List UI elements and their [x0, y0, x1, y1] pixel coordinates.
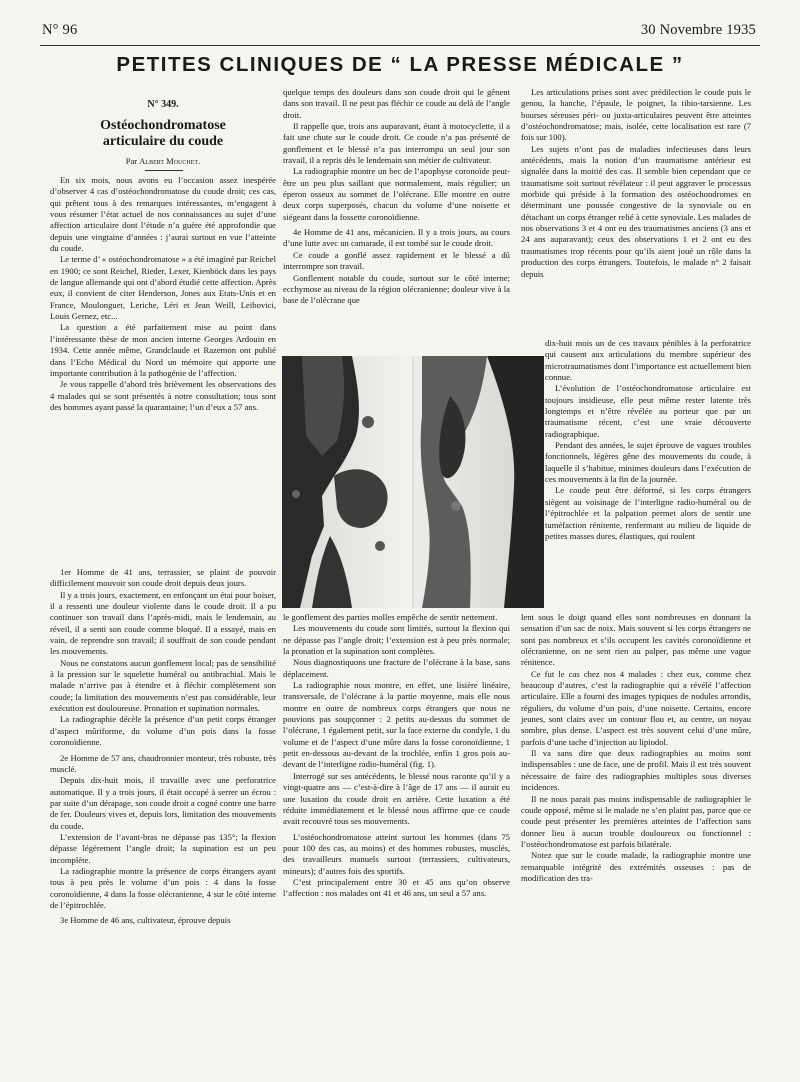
paragraph: Le coude peut être déformé, si les corps étrangers siègent au voisinage de l’interligne radio-huméral ou de l’épitrochlée et la palpation permet alors de sentir une tuméfaction rénitente, renfermant au milieu de liquide de petites masses dures, élastiques, qui roulent [545, 485, 751, 541]
paragraph: Les sujets n’ont pas de maladies infectieuses dans leurs antécédents, mais la notion d’un traumatisme antérieur est signalée dans la moitié des cas. Il semble bien cependant que ce traumatisme soit surtout révélateur : il peut aggraver le processus morbide qui préside à la formation des ostéochondromes en déterminant une poussée congestive de la synoviale ou en détachant un corps étranger relié à cette synoviale. Les malades de nos observations 3 et 4 ont eu des traumatismes anciens (3 ans et 24 ans auparavant); ceux des observations 1 et 2 ont eu des traumatismes trop récents pour qu’ils aient joué un rôle dans la production des corps étrangers. Toutefois, le malade n° 2 faisait depuis [521, 143, 751, 279]
column-1-bottom [50, 567, 276, 927]
column-2-bottom [283, 612, 510, 900]
paragraph: Notez que sur le coude malade, la radiographie montre une remarquable intégrité des extrémités osseuses : pas de modification des tra- [521, 850, 751, 883]
paragraph: La radiographie décèle la présence d’un petit corps étranger d’aspect mûriforme, du volume d’un pois dans la fosse coronoïdienne. [50, 714, 276, 748]
paragraph: Depuis dix-huit mois, il travaille avec une perforatrice automatique. Il y a trois jours, il était occupé à serrer un écrou : par suite d’un dérapage, son coude droit a cogné contre une barre de fer. Douleurs vives et, depuis lors, limitation des mouvements du coude. [50, 775, 276, 831]
paragraph: La radiographie montre un bec de l’apophyse coronoïde peut-être un peu plus saillant que normalement, mais régulier; un éperon osseux au sommet de l’olécrane. Elle montre en outre deux corps superposés, chacun du volume d’une noisette et siégeant dans la fossette coronoïdienne. [283, 166, 510, 222]
paragraph: Il va sans dire que deux radiographies au moins sont indispensables : une de face, une de profil. Mais il est très souvent nécessaire de faire des radiographies multiples sous diverses incidences. [521, 748, 751, 793]
header-rule [40, 45, 760, 46]
article-author [50, 156, 276, 166]
header-date: 30 Novembre 1935 [640, 22, 756, 38]
paragraph: En six mois, nous avons eu l’occasion assez inespérée d’observer 4 cas d’ostéochondromatose du coude droit; ces cas, qui prêtent tous à des remarques intéressantes, m’engagent à vous résumer l’état actuel de nos connaissances au sujet d’une affection articulaire dont l’étude n’a guère été approfondie que depuis une vingtaine d’années : j’aurai surtout en vue l’atteinte du coude. [50, 175, 276, 254]
paragraph: Ce coude a gonflé assez rapidement et le blessé a dû interrompre son travail. [283, 249, 510, 272]
paragraph: Gonflement notable du coude, surtout sur le côté interne; ecchymose au niveau de la région olécranienne; douleur vive à la base de l’olécrane que [283, 272, 510, 306]
xray-figure [282, 356, 544, 608]
article-title [50, 118, 276, 150]
banner-title: PETITES CLINIQUES DE “ LA PRESSE MÉDICALE ” [116, 53, 684, 76]
paragraph: 4e Homme de 41 ans, mécanicien. Il y a trois jours, au cours d’une lutte avec un camarade, il est tombé sur le coude droit. [283, 227, 510, 249]
paragraph: Le terme d’ « ostéochondromatose » a été imaginé par Reichel en 1900; ce sont Reichel, Rieder, Lexer, Kienböck dans les pays de langue allemande qui ont d’abord étudié cette affection. Après eux, il convient de citer Henderson, Jones aux Etats-Unis et en France, Moulonguet, Leriche, Léri et Jean Weill, Leibovici, Louis Gernez, etc... [50, 254, 276, 322]
author-rule [145, 170, 183, 171]
paragraph: Il ne nous parait pas moins indispensable de radiographier le coude opposé, même si le malade ne s’en plaint pas, parce que ce coude peut présenter les premières atteintes de l’affection sans donner lieu à aucun trouble douloureux ou fonctionnel : l’ostéochondromatose est parfois bilatérale. [521, 793, 751, 849]
author-name: Albert Mouchet. [139, 156, 201, 166]
paragraph: Je vous rappelle d’abord très brièvement les observations des 4 malades qui se sont présentés à notre consultation; tous sont des hommes ayant passé la quarantaine; l’un d’eux a 57 ans. [50, 379, 276, 412]
paragraph: Interrogé sur ses antécédents, le blessé nous raconte qu’il y a vingt-quatre ans — c’est-à-dire à l’âge de 17 ans — il aurait eu une luxation du coude droit en arrière. Cette luxation a été réduite immédiatement et le blessé nous affirme que ce coude avait recouvré tous ses mouvements. [283, 770, 510, 827]
paragraph: quelque temps des douleurs dans son coude droit qui le gênent dans son travail. Il ne peut pas fléchir ce coude au delà de l’angle droit. [283, 87, 510, 120]
paragraph: La question a été parfaitement mise au point dans l’intéressante thèse de mon ancien interne Georges Ardouin en 1934. Cette année même, Grandclaude et Razemon ont publié dans l’Echo Médical du Nord un mémoire qui apporte une importante contribution à la pathogénie de l’affection. [50, 322, 276, 378]
paragraph: Nous diagnostiquons une fracture de l’olécrane à la base, sans déplacement. [283, 657, 510, 679]
paragraph: 1er Homme de 41 ans, terrassier, se plaint de pouvoir difficilement mouvoir son coude droit depuis deux jours. [50, 567, 276, 589]
paragraph: Les mouvements du coude sont limités, surtout la flexion qui ne dépasse pas l’angle droit; l’extension est à peu près normale; la pronation et la supination sont complètes. [283, 623, 510, 657]
article-number: N° 349. [147, 99, 179, 110]
paragraph: L’ostéochondromatose atteint surtout les hommes (dans 75 pour 100 des cas, au moins) et des hommes robustes, musclés, des travailleurs manuels surtout (terrassiers, cultivateurs, mineurs); d’autres fois des sportifs. [283, 831, 510, 876]
paragraph: le gonflement des parties molles empêche de sentir nettement. [283, 612, 498, 622]
title-line-1: Ostéochondromatose [100, 118, 226, 133]
column-3-top [521, 87, 751, 280]
paragraph: 3e Homme de 46 ans, cultivateur, éprouve depuis [60, 915, 231, 926]
paragraph: La radiographie montre la présence de corps étrangers ayant tous à peu près le volume d’un pois : 4 dans la fosse coronoïdienne, 4 dans la fosse olécranienne, 4 sur le côté interne de l’épitrochlée. [50, 865, 276, 910]
paragraph: dix-huit mois un de ces travaux pénibles à la perforatrice qui causent aux articulations du membre supérieur des microtraumatismes dont l’importance est actuellement bien connue. [545, 338, 751, 383]
paragraph: L’extension de l’avant-bras ne dépasse pas 135°; la flexion dépasse légèrement l’angle droit; la supination est un peu incomplète. [50, 831, 276, 865]
column-2-top [283, 87, 510, 307]
paragraph: Les articulations prises sont avec prédilection le coude puis le genou, la hanche, l’épaule, le poignet, la tibio-tarsienne. Les bourses séreuses péri- ou juxta-articulaires peuvent être atteintes d’ostéochondromatose; mais, isolée, cette localisation est rare (7 fois sur 100). [521, 87, 751, 143]
elbow-radiograph-image [282, 356, 544, 608]
paragraph: 2e Homme de 57 ans, chaudronnier monteur, très robuste, très musclé. [50, 752, 276, 774]
paragraph: lent sous le doigt quand elles sont nombreuses en donnant la sensation d’un sac de noix. Mais souvent si les corps étrangers ne sont pas nombreux et s’ils occupent les cavités coronoïdienne et olécranienne, on ne sent rien au palper, pas même une vague rénitence. [521, 612, 751, 668]
author-prefix: Par [125, 156, 138, 166]
paragraph: La radiographie nous montre, en effet, une lisière linéaire, transversale, de l’olécrane à la partie moyenne, mais elle nous montre en outre de nombreux corps étrangers que nous ne pouvions pas soupçonner : 2 petits au-dessus du sommet de l’olécrane, 1 également petit, sur la face externe du condyle, 1 du volume et de l’aspect d’une mûre dans la fosse coronoïdienne, 1 petit en-dessous au-devant de la trochlée, enfin 1 gros pois au-devant de l’interligne radio-huméral (fig. 1). [283, 680, 510, 770]
header-issue: N° 96 [42, 22, 78, 38]
column-3-bottom [521, 612, 751, 884]
paragraph: Ce fut le cas chez nos 4 malades : chez eux, comme chez beaucoup d’autres, c’est la radiographie qui a révélé l’affection articulaire. Elle a fourni des images typiques de nodules arrondis, réguliers, du volume d’un pois, d’une noisette. Certains, encore jeunes, sont clairs avec un contour flou et, au centre, un noyau sombre, plus dense. L’aspect est très souvent celui d’une mûre, parfois d’une tache d’injection au lipiodol. [521, 668, 751, 747]
paragraph: Il rappelle que, trois ans auparavant, étant à motocyclette, il a fait une chute sur le coude droit. Ce coude n’a pas présenté de gonflement et le blessé n’a pas interrompu un seul jour son travail, il a repris dès le lendemain son métier de cultivateur. [283, 121, 510, 166]
paragraph: C’est principalement entre 30 et 45 ans qu’on observe l’affection : nos malades ont 41 et 46 ans, un seul a 57 ans. [283, 876, 510, 899]
paragraph: Nous ne constatons aucun gonflement local; pas de sensibilité à la pression sur le squelette huméral ou antibrachial. Mais le malade n’arrive pas à étendre et à fléchir complètement son coude; la limitation des mouvements n’est pas considérable, leur exécution est douloureuse. Pronation et supination normales. [50, 657, 276, 714]
title-line-2: articulaire du coude [102, 134, 224, 149]
column-3-middle [545, 338, 751, 542]
paragraph: Il y a trois jours, exactement, en enfonçant un étai pour boiser, il a ressenti une douleur violente dans le coude droit. Il a pu continuer son travail dans l’après-midi, mais le lendemain, au réveil, il a senti son coude comme bloqué. Il a essayé, mais en vain, de reprendre son travail; il souffrait de son coude pendant les mouvements. [50, 589, 276, 657]
paragraph: L’évolution de l’ostéochondromatose articulaire est toujours insidieuse, elle peut même rester latente très longtemps et n’être révélée au porteur que par un traumatisme récent, c’est une vraie découverte radiographique. [545, 383, 751, 439]
paragraph: Pendant des années, le sujet éprouve de vagues troubles fonctionnels, légères gêne des mouvements du coude, à laquelle il s’habitue, minimes douleurs dans l’exécution de ces mouvements à la fin de la journée. [545, 440, 751, 485]
column-1-top [50, 175, 276, 413]
